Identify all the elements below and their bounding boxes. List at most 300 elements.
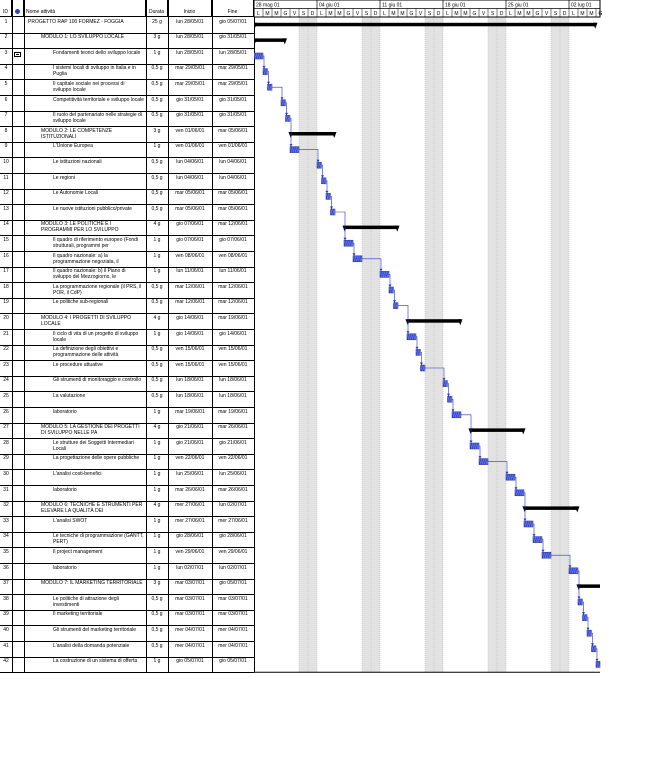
- task-id[interactable]: 20: [3, 314, 9, 321]
- task-duration[interactable]: 1 g: [153, 517, 161, 524]
- task-end[interactable]: ven 01/06/01: [218, 143, 248, 150]
- column-divider: [12, 0, 13, 672]
- task-end[interactable]: gio 05/07/01: [219, 580, 247, 587]
- task-end[interactable]: mar 03/07/01: [218, 611, 248, 618]
- task-start[interactable]: mar 12/06/01: [175, 283, 205, 290]
- dependency-arrow: [344, 238, 347, 241]
- task-end[interactable]: mer 04/07/01: [218, 642, 248, 649]
- task-start[interactable]: mar 03/07/01: [175, 580, 205, 587]
- task-start[interactable]: ven 22/06/01: [175, 455, 205, 462]
- task-id[interactable]: 17: [3, 268, 9, 275]
- task-duration[interactable]: 4 g: [153, 314, 161, 321]
- weekend-shading: [497, 17, 506, 672]
- summary-bar[interactable]: [254, 23, 596, 27]
- task-name[interactable]: Le Autonomie Locali: [53, 190, 99, 197]
- task-start[interactable]: mar 26/06/01: [175, 486, 205, 493]
- task-start[interactable]: ven 01/06/01: [175, 143, 205, 150]
- task-id[interactable]: 1: [4, 18, 8, 25]
- task-id[interactable]: 2: [4, 34, 8, 41]
- dependency-arrow: [416, 347, 419, 350]
- task-duration[interactable]: 25 g: [152, 18, 162, 25]
- week-label: 02 lug 01: [571, 2, 592, 9]
- task-start[interactable]: lun 28/05/01: [176, 34, 204, 41]
- task-end[interactable]: lun 11/06/01: [219, 268, 247, 275]
- task-start[interactable]: lun 02/07/01: [176, 564, 204, 571]
- day-label: D: [310, 11, 315, 17]
- task-start[interactable]: lun 28/05/01: [176, 49, 204, 56]
- task-duration[interactable]: 1 g: [153, 533, 161, 540]
- day-label: M: [463, 11, 468, 17]
- task-duration[interactable]: 1 g: [153, 268, 161, 275]
- task-id[interactable]: 12: [3, 190, 9, 197]
- day-label: L: [446, 11, 449, 17]
- task-duration[interactable]: 4 g: [153, 502, 161, 509]
- task-name[interactable]: laboratorio: [53, 408, 77, 415]
- day-label: S: [301, 11, 306, 17]
- task-name[interactable]: laboratorio: [53, 564, 77, 571]
- task-end[interactable]: ven 29/06/01: [218, 548, 248, 555]
- day-label: V: [355, 11, 360, 17]
- day-label: M: [337, 11, 342, 17]
- day-label: M: [589, 11, 594, 17]
- task-end[interactable]: gio 21/06/01: [219, 439, 247, 446]
- dependency-arrow: [470, 441, 473, 444]
- task-name[interactable]: Le strutture dei Soggetti Intermediari Locali: [53, 439, 134, 452]
- weekend-shading: [560, 17, 569, 672]
- task-start[interactable]: ven 15/06/01: [175, 346, 205, 353]
- task-id[interactable]: 42: [3, 658, 9, 665]
- task-name[interactable]: La valutazione: [53, 392, 86, 399]
- task-duration[interactable]: 0,5 g: [151, 361, 163, 368]
- task-name[interactable]: La progettazione delle opere pubbliche: [53, 455, 140, 462]
- task-end[interactable]: mar 29/05/01: [218, 65, 248, 72]
- task-duration[interactable]: 0,5 g: [151, 299, 163, 306]
- task-start[interactable]: gio 21/06/01: [176, 439, 204, 446]
- weekend-shading: [362, 17, 371, 672]
- task-name[interactable]: MODULO 5: LA GESTIONE DEI PROGETTI DI SVILUPPO NELLE PA: [41, 424, 140, 437]
- task-end[interactable]: gio 07/06/01: [219, 236, 247, 243]
- task-duration[interactable]: 1 g: [153, 252, 161, 259]
- task-end[interactable]: mar 26/06/01: [218, 486, 248, 493]
- task-start[interactable]: gio 31/05/01: [176, 96, 204, 103]
- task-name[interactable]: laboratorio: [53, 486, 77, 493]
- weekend-shading: [299, 17, 308, 672]
- task-id[interactable]: 19: [3, 299, 9, 306]
- weekend-shading: [434, 17, 443, 672]
- task-duration[interactable]: 0,5 g: [151, 377, 163, 384]
- task-id[interactable]: 10: [3, 158, 9, 165]
- task-start[interactable]: gio 21/06/01: [176, 424, 204, 431]
- dependency-arrow: [267, 82, 270, 85]
- task-id[interactable]: 4: [4, 65, 8, 72]
- task-name[interactable]: Le istituzioni nazionali: [53, 158, 102, 165]
- task-name[interactable]: Il project management: [53, 548, 103, 555]
- task-name[interactable]: Le procedure attuative: [53, 361, 103, 368]
- task-name[interactable]: PROGETTO RAP 100 FORMEZ - FOGGIA: [28, 18, 124, 25]
- task-name[interactable]: L'analisi della domanda potenziale: [53, 642, 130, 649]
- task-end[interactable]: lun 02/07/01: [219, 502, 247, 509]
- weekend-shading: [551, 17, 560, 672]
- dependency-arrow: [263, 66, 266, 69]
- task-end[interactable]: lun 18/06/01: [219, 392, 247, 399]
- task-start[interactable]: mer 27/06/01: [175, 502, 205, 509]
- task-name[interactable]: Il quadro di riferimento europeo (Fondi strutturali, programmi per: [53, 236, 139, 249]
- task-end[interactable]: lun 28/05/01: [219, 49, 247, 56]
- task-end[interactable]: mar 26/06/01: [218, 424, 248, 431]
- header-duration[interactable]: Durata: [146, 0, 168, 17]
- task-end[interactable]: ven 15/06/01: [218, 361, 248, 368]
- task-duration[interactable]: 3 g: [153, 580, 161, 587]
- day-label: S: [490, 11, 495, 17]
- task-id[interactable]: 38: [3, 595, 9, 602]
- task-end[interactable]: lun 04/06/01: [219, 174, 247, 181]
- task-id[interactable]: 3: [4, 49, 8, 56]
- task-name[interactable]: Le regioni: [53, 174, 75, 181]
- task-end[interactable]: mer 04/07/01: [218, 626, 248, 633]
- task-end[interactable]: mar 03/07/01: [218, 595, 248, 602]
- task-name[interactable]: Competitività territoriale e sviluppo locale: [53, 96, 144, 103]
- task-id[interactable]: 32: [3, 502, 9, 509]
- task-end[interactable]: mar 12/06/01: [218, 283, 248, 290]
- task-name[interactable]: Gli strumenti di monitoraggio e controllo: [53, 377, 142, 384]
- task-name[interactable]: MODULO 4: I PROGETTI DI SVILUPPO LOCALE: [41, 314, 132, 327]
- week-label: 04 giu 01: [319, 2, 340, 9]
- day-label: M: [265, 11, 270, 17]
- dependency-arrow: [591, 643, 594, 646]
- task-start[interactable]: lun 18/06/01: [176, 377, 204, 384]
- day-label: G: [535, 11, 540, 17]
- task-end[interactable]: lun 25/06/01: [219, 470, 247, 477]
- task-end[interactable]: gio 05/07/01: [219, 18, 247, 25]
- task-name[interactable]: L'analisi SWOT: [53, 517, 88, 524]
- task-id[interactable]: 29: [3, 455, 9, 462]
- task-id[interactable]: 31: [3, 486, 9, 493]
- day-label: V: [292, 11, 297, 17]
- task-duration[interactable]: 4 g: [153, 221, 161, 228]
- task-end[interactable]: gio 28/06/01: [219, 533, 247, 540]
- task-name[interactable]: La programmazione regionale (il PRS, il POR, il CdP): [53, 283, 142, 296]
- task-start[interactable]: ven 01/06/01: [175, 127, 205, 134]
- task-start[interactable]: gio 05/07/01: [176, 658, 204, 665]
- task-start[interactable]: mar 19/06/01: [175, 408, 205, 415]
- note-icon[interactable]: [14, 52, 21, 57]
- task-name[interactable]: Le tecniche di programmazione (GANTT, PERT): [53, 533, 144, 546]
- task-end[interactable]: ven 22/06/01: [218, 455, 248, 462]
- task-duration[interactable]: 0,5 g: [151, 96, 163, 103]
- task-start[interactable]: mer 04/07/01: [175, 642, 205, 649]
- dependency-arrow: [596, 659, 599, 662]
- task-end[interactable]: gio 31/05/01: [219, 112, 247, 119]
- task-name[interactable]: Il quadro nazionale: b) il Piano di sviluppo del Mezzogiorno, le: [53, 268, 126, 281]
- day-label: L: [320, 11, 323, 17]
- task-id[interactable]: 36: [3, 564, 9, 571]
- task-id[interactable]: 21: [3, 330, 9, 337]
- task-duration[interactable]: 1 g: [153, 455, 161, 462]
- task-id[interactable]: 13: [3, 205, 9, 212]
- task-id[interactable]: 37: [3, 580, 9, 587]
- task-name[interactable]: L'Unione Europea: [53, 143, 93, 150]
- task-start[interactable]: ven 29/06/01: [175, 548, 205, 555]
- task-name[interactable]: Il quadro nazionale: a) la programmazione negoziata, il: [53, 252, 119, 265]
- day-label: M: [454, 11, 459, 17]
- task-duration[interactable]: 0,5 g: [151, 642, 163, 649]
- task-start[interactable]: mar 03/07/01: [175, 611, 205, 618]
- task-duration[interactable]: 1 g: [153, 143, 161, 150]
- task-duration[interactable]: 1 g: [153, 408, 161, 415]
- task-end[interactable]: mar 12/06/01: [218, 299, 248, 306]
- day-label: M: [526, 11, 531, 17]
- day-label: L: [383, 11, 386, 17]
- header-id[interactable]: ID: [0, 0, 12, 17]
- task-name[interactable]: MODULO 7: IL MARKETING TERRITORIALE: [41, 580, 143, 587]
- summary-bar[interactable]: [254, 38, 286, 42]
- task-start[interactable]: gio 28/06/01: [176, 533, 204, 540]
- task-start[interactable]: mer 27/06/01: [175, 517, 205, 524]
- task-bar[interactable]: [596, 661, 600, 667]
- task-name[interactable]: Il marketing territoriale: [53, 611, 103, 618]
- task-duration[interactable]: 0,5 g: [151, 174, 163, 181]
- task-duration[interactable]: 0,5 g: [151, 283, 163, 290]
- task-id[interactable]: 41: [3, 642, 9, 649]
- weekend-shading: [425, 17, 434, 672]
- day-label: D: [436, 11, 441, 17]
- task-id[interactable]: 6: [4, 96, 8, 103]
- task-start[interactable]: lun 18/06/01: [176, 392, 204, 399]
- task-end[interactable]: ven 15/06/01: [218, 346, 248, 353]
- task-duration[interactable]: 1 g: [153, 548, 161, 555]
- header-name[interactable]: Nome attività: [24, 0, 146, 17]
- header-end[interactable]: Fine: [212, 0, 254, 17]
- task-duration[interactable]: 0,5 g: [151, 65, 163, 72]
- task-id[interactable]: 11: [3, 174, 9, 181]
- week-label: 25 giu 01: [508, 2, 529, 9]
- task-name[interactable]: Fondamenti teorici dello sviluppo locale: [53, 49, 141, 56]
- task-id[interactable]: 5: [4, 80, 8, 87]
- day-label: G: [283, 11, 288, 17]
- task-id[interactable]: 24: [3, 377, 9, 384]
- task-duration[interactable]: 0,5 g: [151, 158, 163, 165]
- task-end[interactable]: mar 05/06/01: [218, 190, 248, 197]
- task-duration[interactable]: 1 g: [153, 486, 161, 493]
- task-end[interactable]: lun 02/07/01: [219, 564, 247, 571]
- task-id[interactable]: 26: [3, 408, 9, 415]
- task-start[interactable]: lun 25/06/01: [176, 470, 204, 477]
- day-label: M: [274, 11, 279, 17]
- day-label: G: [346, 11, 351, 17]
- task-start[interactable]: ven 08/06/01: [175, 252, 205, 259]
- task-duration[interactable]: 3 g: [153, 34, 161, 41]
- task-duration[interactable]: 0,5 g: [151, 595, 163, 602]
- task-start[interactable]: gio 31/05/01: [176, 112, 204, 119]
- day-label: M: [328, 11, 333, 17]
- task-duration[interactable]: 0,5 g: [151, 611, 163, 618]
- task-name[interactable]: Le nuove istituzioni pubblico/private: [53, 205, 132, 212]
- day-label: M: [391, 11, 396, 17]
- dependency-arrow: [542, 550, 545, 553]
- task-end[interactable]: mer 27/06/01: [218, 517, 248, 524]
- dependency-arrow: [515, 487, 518, 490]
- task-id[interactable]: 16: [3, 252, 9, 259]
- day-label: D: [373, 11, 378, 17]
- header-start[interactable]: Inizio: [168, 0, 212, 17]
- gantt-chart: [254, 0, 668, 763]
- task-name[interactable]: I sistemi locali di sviluppo in Italia e in Puglia: [53, 65, 136, 78]
- dependency-arrow: [533, 534, 536, 537]
- task-duration[interactable]: 0,5 g: [151, 190, 163, 197]
- task-name[interactable]: Il ciclo di vita di un progetto di sviluppo locale: [53, 330, 139, 343]
- task-duration[interactable]: 0,5 g: [151, 205, 163, 212]
- day-label: M: [517, 11, 522, 17]
- task-id[interactable]: 28: [3, 439, 9, 446]
- task-duration[interactable]: 1 g: [153, 330, 161, 337]
- task-duration[interactable]: 0,5 g: [151, 392, 163, 399]
- task-start[interactable]: gio 14/06/01: [176, 314, 204, 321]
- day-label: L: [509, 11, 512, 17]
- task-id[interactable]: 7: [4, 112, 8, 119]
- task-id[interactable]: 18: [3, 283, 9, 290]
- summary-bar[interactable]: [290, 132, 335, 136]
- day-label: S: [553, 11, 558, 17]
- day-label: V: [544, 11, 549, 17]
- task-id[interactable]: 33: [3, 517, 9, 524]
- day-label: V: [481, 11, 486, 17]
- dependency-arrow: [290, 144, 293, 147]
- task-id[interactable]: 39: [3, 611, 9, 618]
- day-label: M: [580, 11, 585, 17]
- task-name[interactable]: La costruzione di un sistema di offerta: [53, 658, 138, 665]
- dependency-arrow: [524, 519, 527, 522]
- task-end[interactable]: gio 31/05/01: [219, 96, 247, 103]
- task-start[interactable]: lun 11/06/01: [176, 268, 204, 275]
- summary-bar[interactable]: [578, 584, 600, 588]
- task-duration[interactable]: 1 g: [153, 236, 161, 243]
- dependency-arrow: [407, 331, 410, 334]
- task-id[interactable]: 14: [3, 221, 9, 228]
- task-duration[interactable]: 1 g: [153, 564, 161, 571]
- task-start[interactable]: gio 14/06/01: [176, 330, 204, 337]
- task-id[interactable]: 34: [3, 533, 9, 540]
- weekend-shading: [308, 17, 317, 672]
- task-end[interactable]: mar 19/06/01: [218, 314, 248, 321]
- task-name[interactable]: MODULO 3: LE POLITICHE E I PROGRAMMI PER LO SVILUPPO: [41, 221, 119, 234]
- task-end[interactable]: mar 29/05/01: [218, 80, 248, 87]
- day-label: L: [257, 11, 260, 17]
- task-id[interactable]: 15: [3, 236, 9, 243]
- task-start[interactable]: lun 04/06/01: [176, 158, 204, 165]
- task-end[interactable]: mar 05/06/01: [218, 127, 248, 134]
- task-name[interactable]: Gli strumenti del marketing territoriale: [53, 626, 137, 633]
- task-end[interactable]: lun 18/06/01: [219, 377, 247, 384]
- task-name[interactable]: La definizione degli obiettivi e programmazione delle attività: [53, 346, 119, 359]
- task-end[interactable]: mar 05/06/01: [218, 205, 248, 212]
- task-id[interactable]: 23: [3, 361, 9, 368]
- task-id[interactable]: 22: [3, 346, 9, 353]
- day-label: G: [472, 11, 477, 17]
- summary-bar[interactable]: [344, 226, 398, 230]
- weekend-shading: [488, 17, 497, 672]
- task-duration[interactable]: 1 g: [153, 658, 161, 665]
- task-name[interactable]: Le politiche di attrazione degli investimenti: [53, 595, 119, 608]
- task-duration[interactable]: 1 g: [153, 49, 161, 56]
- dependency-arrow: [326, 191, 329, 194]
- week-label: 18 giu 01: [445, 2, 466, 9]
- task-start[interactable]: gio 07/06/01: [176, 236, 204, 243]
- task-duration[interactable]: 4 g: [153, 424, 161, 431]
- task-start[interactable]: mar 03/07/01: [175, 595, 205, 602]
- week-label: 11 giu 01: [382, 2, 403, 9]
- day-label: S: [364, 11, 369, 17]
- task-end[interactable]: mar 19/06/01: [218, 408, 248, 415]
- task-end[interactable]: mar 12/06/01: [218, 221, 248, 228]
- task-id[interactable]: 25: [3, 392, 9, 399]
- task-start[interactable]: lun 04/06/01: [176, 174, 204, 181]
- dependency-arrow: [321, 175, 324, 178]
- task-start[interactable]: mar 29/05/01: [175, 65, 205, 72]
- task-duration[interactable]: 3 g: [153, 127, 161, 134]
- task-id[interactable]: 30: [3, 470, 9, 477]
- day-label: D: [499, 11, 504, 17]
- task-end[interactable]: gio 31/05/01: [219, 34, 247, 41]
- task-start[interactable]: ven 15/06/01: [175, 361, 205, 368]
- day-label: S: [427, 11, 432, 17]
- dependency-arrow: [389, 285, 392, 288]
- dependency-arrow: [393, 300, 396, 303]
- task-duration[interactable]: 0,5 g: [151, 346, 163, 353]
- task-start[interactable]: mer 04/07/01: [175, 626, 205, 633]
- task-start[interactable]: lun 28/05/01: [176, 18, 204, 25]
- task-start[interactable]: mar 29/05/01: [175, 80, 205, 87]
- task-id[interactable]: 27: [3, 424, 9, 431]
- task-duration[interactable]: 1 g: [153, 470, 161, 477]
- task-id[interactable]: 35: [3, 548, 9, 555]
- dependency-arrow: [447, 394, 450, 397]
- task-duration[interactable]: 0,5 g: [151, 112, 163, 119]
- task-name[interactable]: Il capitale sociale nei processi di sviluppo locale: [53, 80, 125, 93]
- task-name[interactable]: MODULO 6: TECNICHE E STRUMENTI PER ELEVARE LA QUALITÀ DEI: [41, 502, 143, 515]
- day-label: M: [400, 11, 405, 17]
- task-start[interactable]: mar 12/06/01: [175, 299, 205, 306]
- task-name[interactable]: Le politiche sub-regionali: [53, 299, 109, 306]
- task-name[interactable]: Il ruolo del partenariato nelle strategie di sviluppo locale: [53, 112, 142, 125]
- day-label: D: [562, 11, 567, 17]
- summary-bar[interactable]: [407, 319, 461, 323]
- task-end[interactable]: ven 08/06/01: [218, 252, 248, 259]
- task-name[interactable]: MODULO 2: LE COMPETENZE ISTITUZIONALI: [41, 127, 113, 140]
- dependency-link: [272, 87, 282, 100]
- column-divider: [24, 0, 25, 672]
- task-id[interactable]: 8: [4, 127, 8, 134]
- task-duration[interactable]: 0,5 g: [151, 80, 163, 87]
- dependency-arrow: [353, 253, 356, 256]
- task-duration[interactable]: 1 g: [153, 439, 161, 446]
- summary-bar[interactable]: [524, 506, 578, 510]
- summary-bar[interactable]: [470, 428, 524, 432]
- task-start[interactable]: gio 07/06/01: [176, 221, 204, 228]
- task-end[interactable]: gio 05/07/01: [219, 658, 247, 665]
- header-info[interactable]: [12, 0, 24, 17]
- task-id[interactable]: 40: [3, 626, 9, 633]
- task-duration[interactable]: 0,5 g: [151, 626, 163, 633]
- task-id[interactable]: 9: [4, 143, 8, 150]
- info-header-icon: [15, 9, 20, 14]
- task-name[interactable]: L'analisi costi-benefici: [53, 470, 102, 477]
- day-label: L: [572, 11, 575, 17]
- task-end[interactable]: gio 14/06/01: [219, 330, 247, 337]
- task-end[interactable]: lun 04/06/01: [219, 158, 247, 165]
- task-start[interactable]: mar 05/06/01: [175, 190, 205, 197]
- task-start[interactable]: mar 05/06/01: [175, 205, 205, 212]
- task-name[interactable]: MODULO 1: LO SVILUPPO LOCALE: [41, 34, 125, 41]
